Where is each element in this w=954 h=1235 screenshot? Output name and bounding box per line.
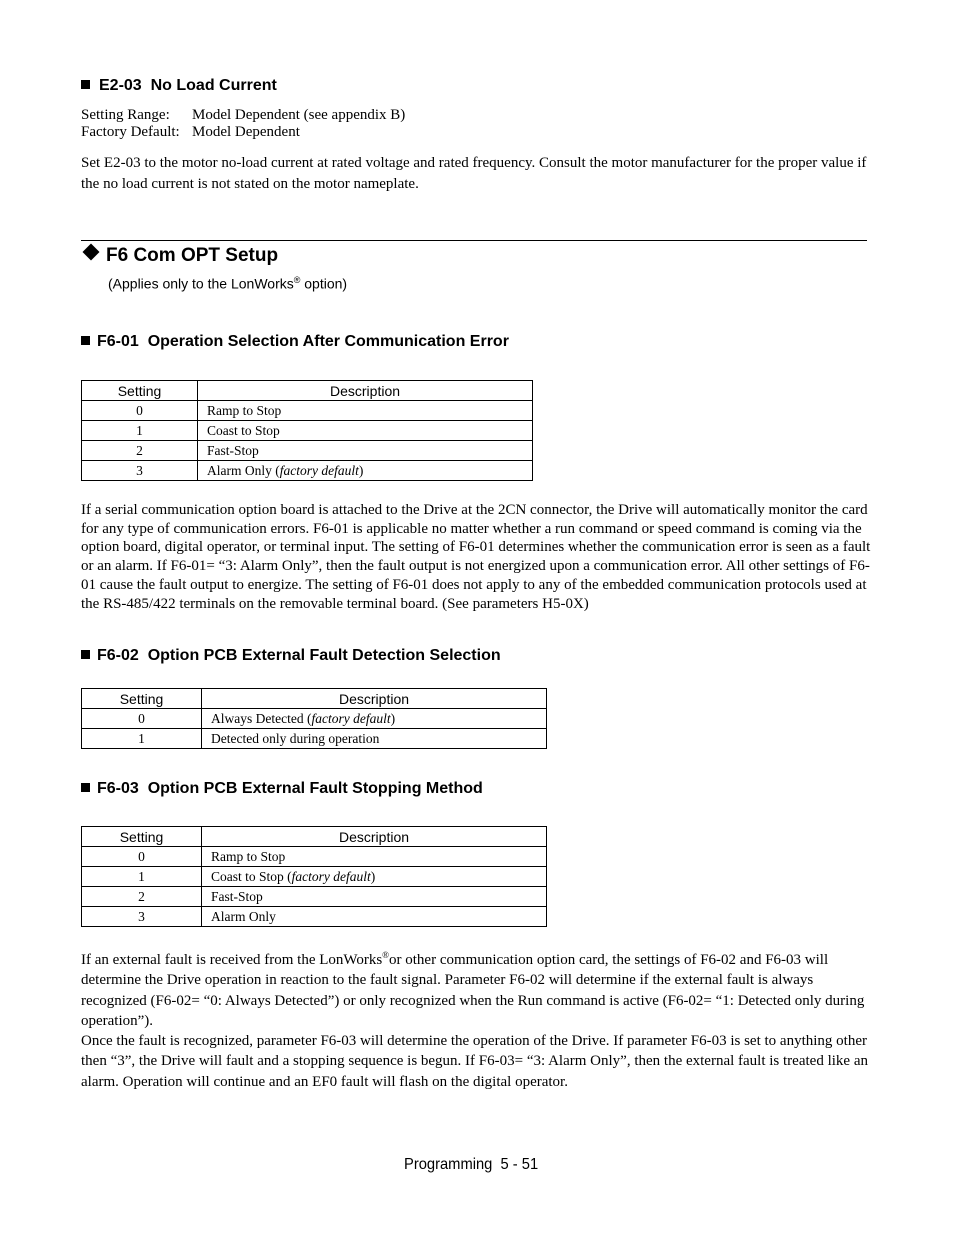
- setting-cell: 1: [82, 729, 202, 749]
- setting-range-label: Setting Range:: [81, 107, 170, 123]
- f602-table: [81, 688, 547, 749]
- description-text: Alarm Only (: [207, 462, 280, 478]
- table-header-row: [82, 827, 547, 847]
- col-description: Description: [202, 689, 547, 709]
- f602-code: F6-02: [97, 647, 139, 664]
- table-row: [82, 729, 547, 749]
- registered-mark: ®: [382, 950, 390, 960]
- col-setting: Setting: [82, 689, 202, 709]
- section-heading: [81, 245, 278, 267]
- section-note-prefix: (Applies only to the LonWorks: [108, 275, 294, 292]
- description-cell: Fast-Stop: [202, 887, 547, 907]
- square-bullet-icon: [81, 336, 90, 345]
- factory-default-label: Factory Default:: [81, 124, 180, 140]
- square-bullet-icon: [81, 650, 90, 659]
- footer-label: Programming: [404, 1156, 493, 1173]
- e203-heading: [81, 77, 277, 95]
- f603-title: Option PCB External Fault Stopping Method: [147, 780, 483, 797]
- table-row: [82, 847, 547, 867]
- table-row: [82, 709, 547, 729]
- f601-description: If a serial communication option board is attached to the Drive at the 2CN connector, the Drive will automatically monitor the card for any type of communication errors. F6-01 is applicable no matter whether a run command or speed command is coming via the option board, digital operator, or terminal input. The setting of F6-01 determines whether the communication error is seen as a fault or an alarm. If F6-01= “3: Alarm Only”, then the fault output is not energized upon a communication error. All other settings of F6-01 cause the fault output to energize. The setting of F6-01 does not apply to any of the embedded communication protocols used at the RS-485/422 terminals on the removable terminal board. (See parameters H5-0X): [81, 502, 871, 612]
- table-header-row: [82, 381, 533, 401]
- f603-description: [81, 950, 871, 1092]
- f603-text-part2: or other communication option card, the settings of F6-02 and F6-03 will determine the Drive operation in reaction to the fault signal. Parameter F6-02 will determine if the external fault is always recognized (F6-02= “0: Always Detected”) or only recognized when the Run command is active (F6-02= “1: Detected only during operation”).: [81, 952, 865, 1029]
- section-note-suffix: option): [300, 275, 348, 292]
- square-bullet-icon: [81, 80, 90, 89]
- setting-cell: 0: [82, 709, 202, 729]
- table-row: [82, 461, 533, 481]
- description-cell: Ramp to Stop: [198, 401, 533, 421]
- f603-code: F6-03: [97, 780, 139, 797]
- factory-default-note: factory default: [279, 462, 359, 478]
- diamond-bullet-icon: [83, 244, 100, 261]
- e203-code: E2-03: [99, 77, 142, 94]
- description-cell: Coast to Stop: [198, 421, 533, 441]
- description-cell: Alarm Only: [202, 907, 547, 927]
- e203-description: Set E2-03 to the motor no-load current at rated voltage and rated frequency. Consult the motor manufacturer for the proper value if the no load current is not stated on the motor nameplate.: [81, 155, 867, 192]
- section-divider: [81, 240, 867, 241]
- description-tail: ): [358, 462, 364, 478]
- f602-heading: [81, 647, 501, 665]
- factory-default-note: factory default: [291, 868, 371, 884]
- square-bullet-icon: [81, 783, 90, 792]
- description-tail: ): [390, 710, 396, 726]
- table-row: [82, 907, 547, 927]
- table-row: [82, 441, 533, 461]
- f601-title: Operation Selection After Communication Error: [147, 333, 509, 350]
- description-cell: Ramp to Stop: [202, 847, 547, 867]
- f601-code: F6-01: [97, 333, 139, 350]
- setting-cell: 0: [82, 847, 202, 867]
- f603-text-part3: Once the fault is recognized, parameter F6-03 will determine the operation of the Drive. If parameter F6-03 is set to anything other then “3”, the Drive will fault and a stopping sequence is begun. If F6-03= “3: Alarm Only”, then the external fault is treated like an alarm. Operation will continue and an EF0 fault will flash on the digital operator.: [81, 1033, 868, 1090]
- f602-title: Option PCB External Fault Detection Selection: [147, 647, 501, 664]
- section-title: F6 Com OPT Setup: [106, 245, 279, 266]
- table-header-row: [82, 689, 547, 709]
- description-cell: [202, 709, 547, 729]
- registered-mark: ®: [293, 275, 301, 285]
- section-note: [108, 275, 347, 292]
- f601-heading: [81, 333, 509, 351]
- table-row: [82, 887, 547, 907]
- f603-heading: [81, 780, 483, 798]
- setting-cell: 2: [82, 441, 198, 461]
- description-text: Coast to Stop (: [211, 868, 292, 884]
- setting-cell: 0: [82, 401, 198, 421]
- col-setting: Setting: [82, 827, 202, 847]
- description-text: Always Detected (: [211, 710, 312, 726]
- factory-default-value: Model Dependent: [192, 124, 300, 140]
- setting-cell: 2: [82, 887, 202, 907]
- description-cell: Fast-Stop: [198, 441, 533, 461]
- e203-default: [81, 124, 300, 141]
- setting-cell: 1: [82, 421, 198, 441]
- table-row: [82, 421, 533, 441]
- f601-table: [81, 380, 533, 481]
- col-description: Description: [198, 381, 533, 401]
- setting-cell: 1: [82, 867, 202, 887]
- description-cell: [198, 461, 533, 481]
- factory-default-note: factory default: [311, 710, 391, 726]
- description-cell: Detected only during operation: [202, 729, 547, 749]
- e203-range: [81, 107, 405, 124]
- table-row: [82, 401, 533, 421]
- col-setting: Setting: [82, 381, 198, 401]
- f603-text-part1: If an external fault is received from the LonWorks: [81, 952, 383, 968]
- page-number: 5 - 51: [500, 1156, 539, 1173]
- description-tail: ): [370, 868, 376, 884]
- f603-table: [81, 826, 547, 927]
- setting-cell: 3: [82, 907, 202, 927]
- page-footer: [404, 1156, 538, 1174]
- description-cell: [202, 867, 547, 887]
- col-description: Description: [202, 827, 547, 847]
- setting-range-value: Model Dependent (see appendix B): [192, 107, 406, 123]
- table-row: [82, 867, 547, 887]
- e203-title: No Load Current: [150, 77, 277, 94]
- setting-cell: 3: [82, 461, 198, 481]
